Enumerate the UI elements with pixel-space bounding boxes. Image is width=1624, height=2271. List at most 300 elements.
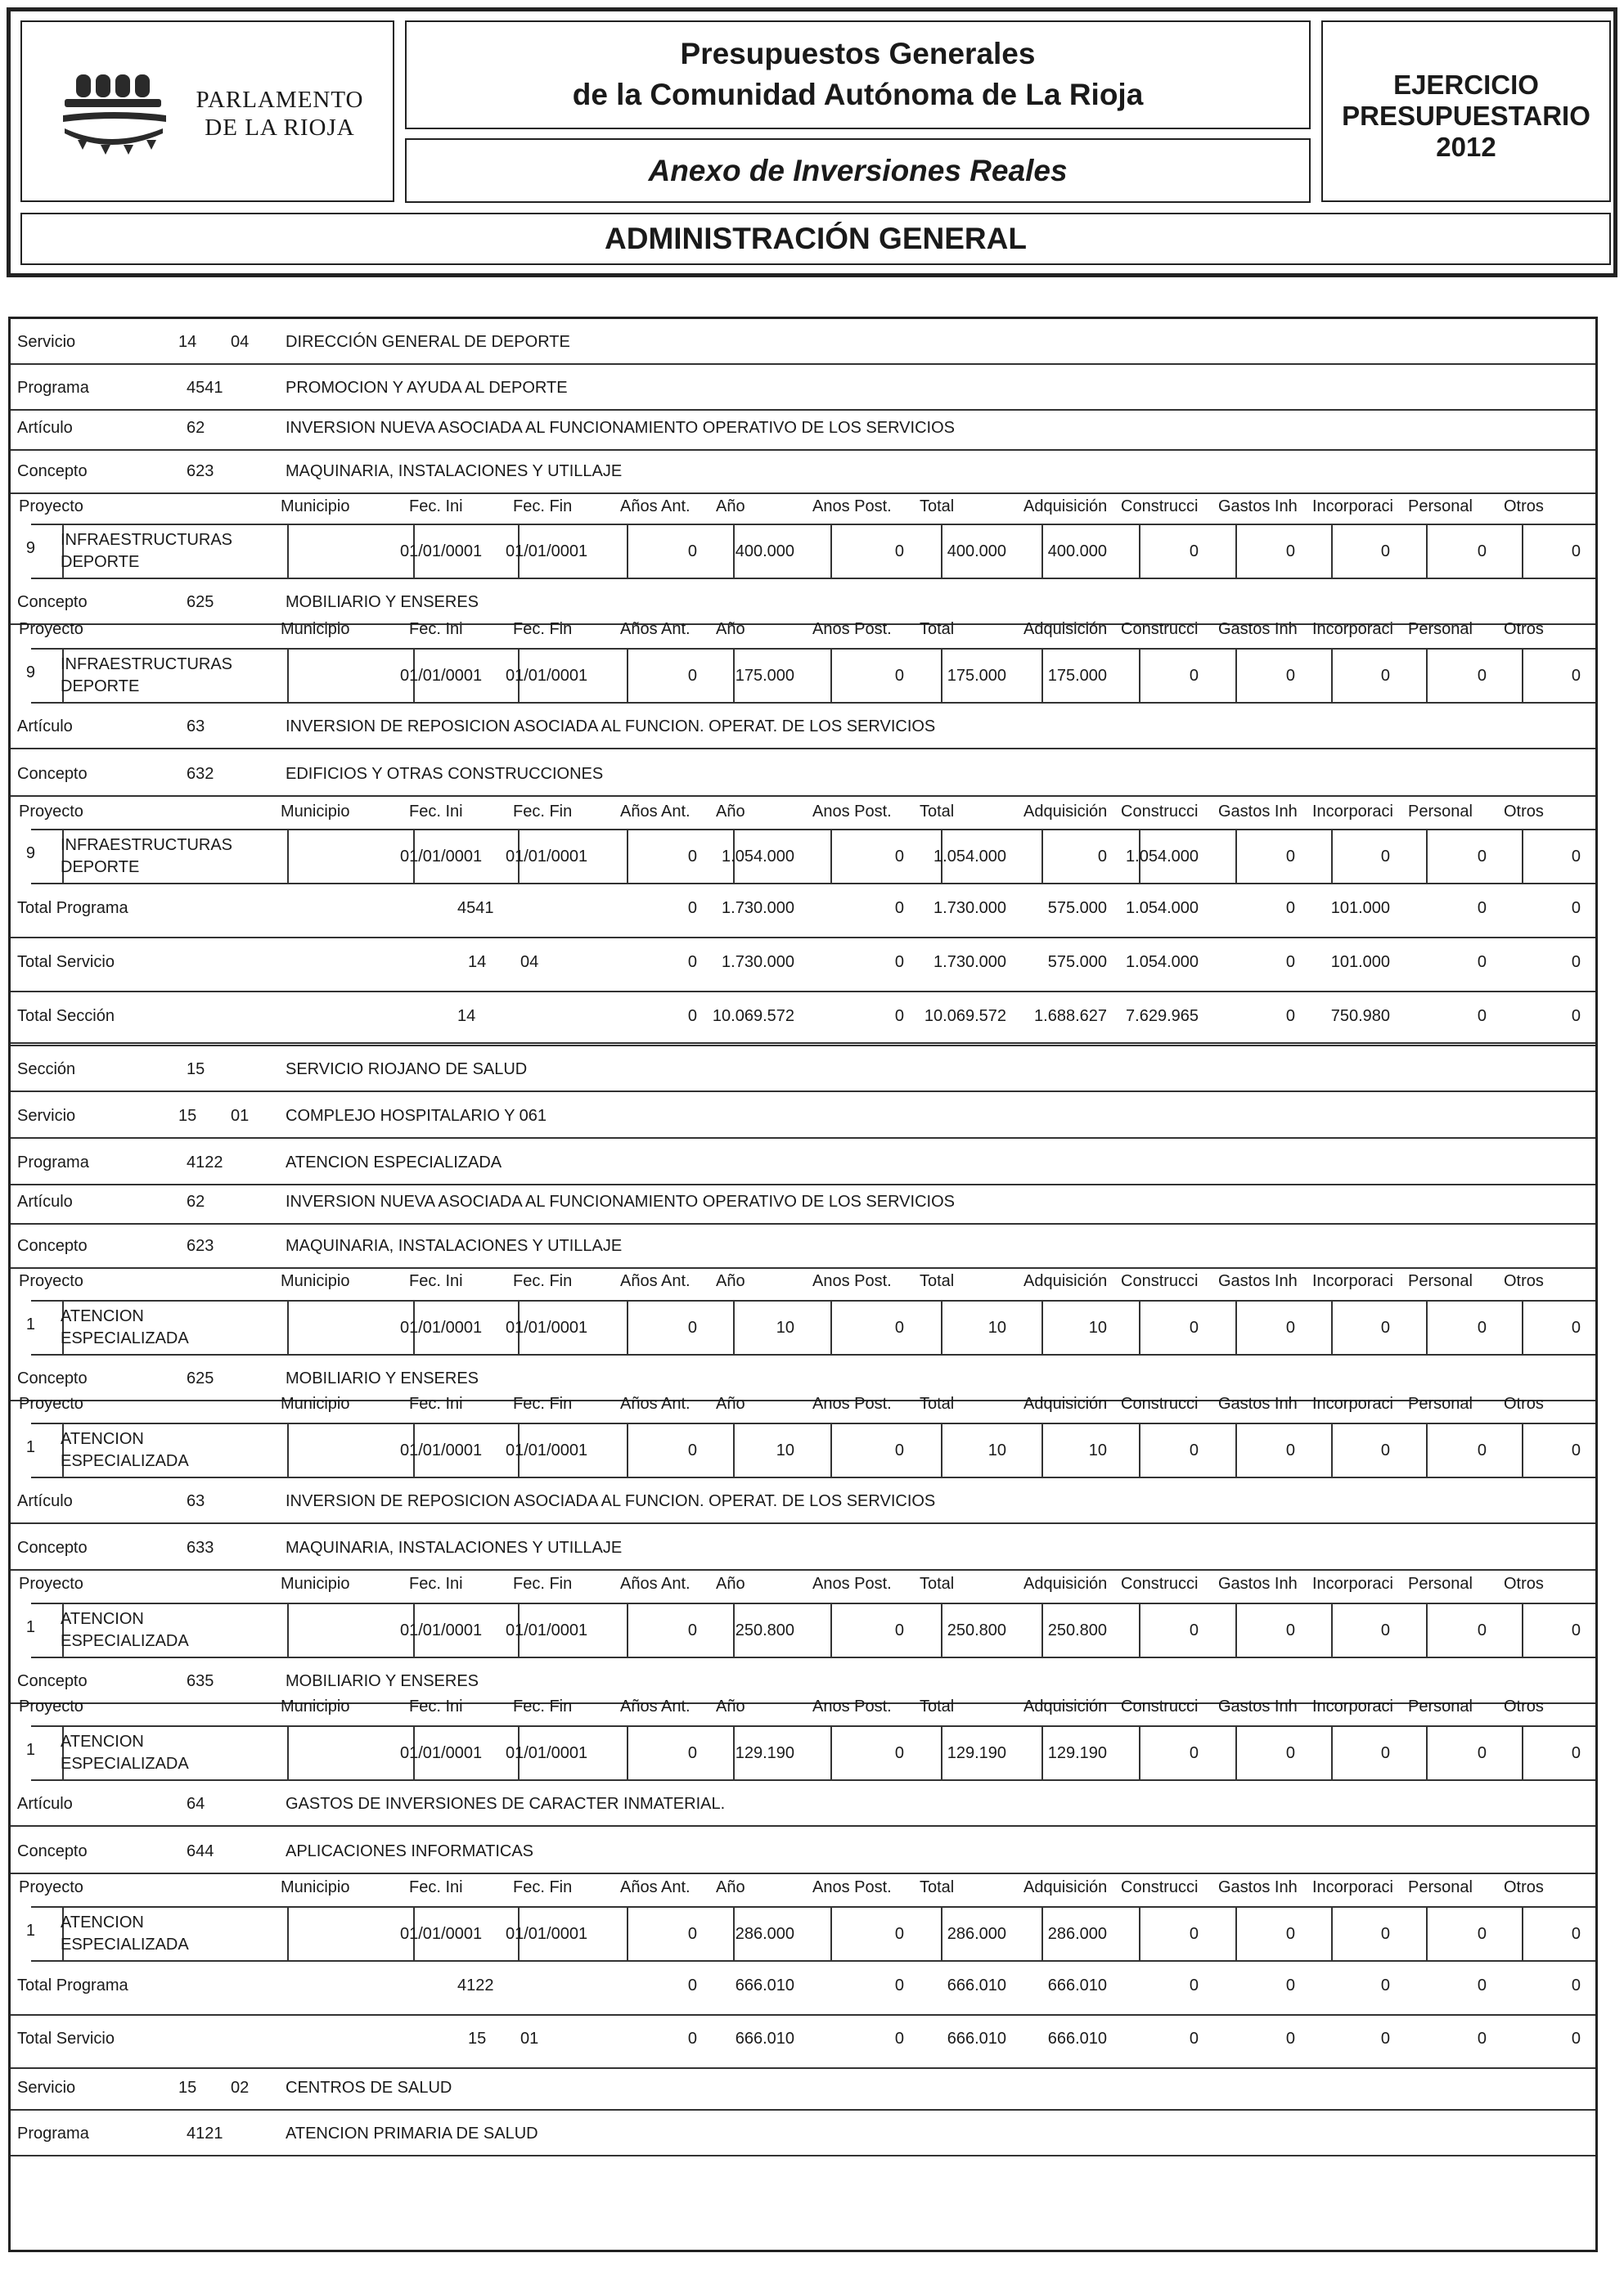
row-total-programa: [11, 1962, 1595, 2016]
total-value: 1.730.000: [933, 899, 1006, 917]
cell-divider: [627, 1302, 628, 1354]
project-value-incorporaci: 0: [1380, 848, 1390, 866]
column-header: Municipio: [281, 1698, 350, 1716]
budget-title-line1: Presupuestos Generales: [680, 37, 1036, 70]
project-cells: [31, 1300, 1598, 1356]
cell-divider: [733, 1424, 735, 1477]
total-value: 666.010: [735, 2030, 794, 2048]
row-concepto: [11, 1525, 1595, 1571]
column-header: Fec. Fin: [513, 1575, 573, 1593]
column-header: Proyecto: [19, 1698, 83, 1716]
row-description: MOBILIARIO Y ENSERES: [286, 593, 479, 611]
column-header: Gastos Inh: [1218, 620, 1298, 638]
cell-divider: [941, 1908, 942, 1960]
project-value-aosant: 0: [687, 848, 697, 866]
project-row: [11, 524, 1595, 579]
project-value-gastosinh: 0: [1285, 1925, 1295, 1943]
cell-divider: [941, 1424, 942, 1477]
column-header: Año: [716, 1878, 745, 1896]
project-value-construcci: 0: [1189, 1744, 1199, 1762]
column-header: Adquisición: [1023, 1698, 1108, 1716]
column-header: Incorporaci: [1312, 1395, 1393, 1413]
total-value: 0: [1285, 1976, 1295, 1994]
project-value-otros: 0: [1571, 1319, 1581, 1337]
column-header-row: [11, 1869, 1595, 1906]
total-value: 0: [894, 1007, 904, 1025]
row-description: MOBILIARIO Y ENSERES: [286, 1672, 479, 1690]
cell-divider: [1139, 1727, 1140, 1779]
parliament-logo-box: [20, 20, 394, 202]
project-value-personal: 0: [1477, 542, 1487, 560]
column-header: Construcci: [1121, 620, 1199, 638]
section-title-box: [20, 213, 1611, 265]
column-header: Incorporaci: [1312, 497, 1393, 515]
column-header: Incorporaci: [1312, 1575, 1393, 1593]
cell-divider: [830, 650, 832, 702]
column-header: Adquisición: [1023, 803, 1108, 821]
row-code: 635: [187, 1672, 214, 1690]
cell-divider: [1522, 525, 1523, 578]
project-start-date: 01/01/0001: [400, 667, 483, 685]
project-value-construcci: 0: [1189, 1621, 1199, 1639]
project-end-date: 01/01/0001: [506, 667, 588, 685]
column-header: Año: [716, 1395, 745, 1413]
project-value-incorporaci: 0: [1380, 542, 1390, 560]
project-name: ATENCION ESPECIALIZADA: [61, 1733, 189, 1773]
total-value: 575.000: [1047, 899, 1107, 917]
project-row: [11, 829, 1595, 884]
project-value-ao: 175.000: [735, 667, 794, 685]
cell-divider: [941, 1727, 942, 1779]
row-code: 632: [187, 765, 214, 783]
row-code: 15: [178, 2079, 197, 2097]
column-header: Adquisición: [1023, 1272, 1108, 1290]
row-label: Servicio: [17, 1107, 76, 1125]
cell-divider: [941, 1604, 942, 1657]
cell-divider: [1331, 1727, 1333, 1779]
row-description: INVERSION DE REPOSICION ASOCIADA AL FUNCION. OPERAT. DE LOS SERVICIOS: [286, 717, 936, 735]
project-name: ATENCION ESPECIALIZADA: [61, 1430, 189, 1470]
cell-divider: [1426, 1727, 1428, 1779]
project-value-gastosinh: 0: [1285, 1441, 1295, 1459]
project-value-aosant: 0: [687, 667, 697, 685]
parliament-name-line1: PARLAMENTO: [196, 87, 364, 113]
cell-divider: [627, 1424, 628, 1477]
row-concepto: [11, 1828, 1595, 1874]
row-description: ATENCION ESPECIALIZADA: [286, 1153, 502, 1171]
project-value-incorporaci: 0: [1380, 1744, 1390, 1762]
row-label: Artículo: [17, 1193, 73, 1211]
project-name: ATENCION ESPECIALIZADA: [61, 1610, 189, 1650]
row-description: INVERSION DE REPOSICION ASOCIADA AL FUNCION. OPERAT. DE LOS SERVICIOS: [286, 1492, 936, 1510]
cell-divider: [1041, 650, 1043, 702]
total-label: Total Servicio: [17, 2030, 115, 2048]
total-code: 14: [468, 953, 487, 971]
row-articulo: [11, 704, 1595, 749]
cell-divider: [1331, 1908, 1333, 1960]
project-value-personal: 0: [1477, 1319, 1487, 1337]
row-code: 14: [178, 333, 197, 351]
row-label: Servicio: [17, 2079, 76, 2097]
row-label: Sección: [17, 1060, 76, 1078]
total-value: 666.010: [735, 1976, 794, 1994]
row-description: MAQUINARIA, INSTALACIONES Y UTILLAJE: [286, 462, 623, 480]
project-number: 1: [25, 1438, 35, 1456]
project-name: ATENCION ESPECIALIZADA: [61, 1307, 189, 1347]
project-value-anospost: 0: [894, 1621, 904, 1639]
project-value-aosant: 0: [687, 542, 697, 560]
project-value-ao: 400.000: [735, 542, 794, 560]
row-code: 623: [187, 462, 214, 480]
column-header: Otros: [1504, 620, 1544, 638]
total-code: 14: [457, 1007, 476, 1025]
cell-divider: [830, 830, 832, 883]
total-value: 0: [1477, 899, 1487, 917]
column-header: Adquisición: [1023, 620, 1108, 638]
row-code: 4121: [187, 2125, 223, 2143]
project-end-date: 01/01/0001: [506, 1621, 588, 1639]
row-code: 633: [187, 1539, 214, 1557]
project-value-otros: 0: [1571, 848, 1581, 866]
column-header: Anos Post.: [812, 1575, 892, 1593]
row-code: 625: [187, 1369, 214, 1387]
cell-divider: [1041, 525, 1043, 578]
column-header: Anos Post.: [812, 620, 892, 638]
project-value-aosant: 0: [687, 1925, 697, 1943]
column-header: Fec. Fin: [513, 1878, 573, 1896]
cell-divider: [1139, 525, 1140, 578]
cell-divider: [733, 525, 735, 578]
column-header: Gastos Inh: [1218, 497, 1298, 515]
project-value-total: 10: [987, 1441, 1006, 1459]
column-header: Incorporaci: [1312, 803, 1393, 821]
row-description: MOBILIARIO Y ENSERES: [286, 1369, 479, 1387]
row-description: MAQUINARIA, INSTALACIONES Y UTILLAJE: [286, 1237, 623, 1255]
row-concepto: [11, 751, 1595, 797]
total-value: 666.010: [947, 2030, 1006, 2048]
row-label: Concepto: [17, 1842, 88, 1860]
column-header: Proyecto: [19, 620, 83, 638]
cell-divider: [941, 1302, 942, 1354]
cell-divider: [627, 1604, 628, 1657]
total-value: 0: [1571, 1007, 1581, 1025]
total-value: 0: [1477, 1976, 1487, 1994]
total-value: 0: [1571, 899, 1581, 917]
budget-title-box: [405, 20, 1311, 129]
project-value-gastosinh: 0: [1285, 542, 1295, 560]
cell-divider: [1331, 1424, 1333, 1477]
column-header: Otros: [1504, 497, 1544, 515]
cell-divider: [830, 1424, 832, 1477]
project-value-total: 1.054.000: [933, 848, 1006, 866]
column-header: Años Ant.: [620, 1575, 691, 1593]
project-value-adquisicin: 286.000: [1047, 1925, 1107, 1943]
cell-divider: [1426, 1302, 1428, 1354]
column-header: Construcci: [1121, 1395, 1199, 1413]
column-header: Proyecto: [19, 1395, 83, 1413]
column-header: Gastos Inh: [1218, 1698, 1298, 1716]
total-code: 4541: [457, 899, 494, 917]
cell-divider: [941, 525, 942, 578]
project-value-otros: 0: [1571, 1744, 1581, 1762]
row-description: DIRECCIÓN GENERAL DE DEPORTE: [286, 333, 570, 351]
column-header: Personal: [1408, 620, 1473, 638]
annex-title-box: [405, 138, 1311, 203]
column-header: Municipio: [281, 620, 350, 638]
total-label: Total Servicio: [17, 953, 115, 971]
total-value: 1.730.000: [722, 953, 794, 971]
column-header: Año: [716, 1272, 745, 1290]
cell-divider: [1522, 1604, 1523, 1657]
project-name: INFRAESTRUCTURAS DEPORTE: [61, 655, 233, 695]
row-description: COMPLEJO HOSPITALARIO Y 061: [286, 1107, 547, 1125]
project-value-adquisicin: 400.000: [1047, 542, 1107, 560]
column-header: Construcci: [1121, 1698, 1199, 1716]
column-header: Otros: [1504, 1698, 1544, 1716]
cell-divider: [1426, 525, 1428, 578]
column-header: Otros: [1504, 803, 1544, 821]
column-header: Gastos Inh: [1218, 1272, 1298, 1290]
column-header: Personal: [1408, 1395, 1473, 1413]
project-start-date: 01/01/0001: [400, 1441, 483, 1459]
column-header: Incorporaci: [1312, 620, 1393, 638]
column-header: Total: [920, 1395, 955, 1413]
column-header: Anos Post.: [812, 1878, 892, 1896]
column-header: Personal: [1408, 1575, 1473, 1593]
cell-divider: [1041, 1424, 1043, 1477]
cell-divider: [1426, 1604, 1428, 1657]
total-value: 0: [1285, 2030, 1295, 2048]
project-value-gastosinh: 0: [1285, 848, 1295, 866]
column-header: Otros: [1504, 1395, 1544, 1413]
row-total-programa: [11, 884, 1595, 938]
cell-divider: [830, 1302, 832, 1354]
column-header: Fec. Fin: [513, 1272, 573, 1290]
total-value: 0: [1571, 953, 1581, 971]
column-header-row: [11, 793, 1595, 830]
total-value: 1.054.000: [1126, 899, 1199, 917]
project-value-incorporaci: 0: [1380, 1441, 1390, 1459]
project-value-otros: 0: [1571, 1925, 1581, 1943]
column-header: Fec. Ini: [409, 1272, 463, 1290]
cell-divider: [1235, 1727, 1237, 1779]
row-code2: 01: [231, 1107, 250, 1125]
project-value-otros: 0: [1571, 542, 1581, 560]
project-value-adquisicin: 10: [1088, 1319, 1107, 1337]
column-header-row: [11, 1262, 1595, 1300]
row-label: Programa: [17, 379, 89, 397]
column-header: Anos Post.: [812, 1698, 892, 1716]
cell-divider: [1235, 1302, 1237, 1354]
cell-divider: [1139, 650, 1140, 702]
column-header: Años Ant.: [620, 803, 691, 821]
row-articulo: [11, 405, 1595, 451]
project-value-adquisicin: 0: [1097, 848, 1107, 866]
project-value-gastosinh: 0: [1285, 1744, 1295, 1762]
row-description: INVERSION NUEVA ASOCIADA AL FUNCIONAMIENTO OPERATIVO DE LOS SERVICIOS: [286, 1193, 955, 1211]
column-header-row: [11, 1385, 1595, 1423]
project-cells: [31, 1603, 1598, 1658]
row-label: Programa: [17, 1153, 89, 1171]
row-programa: [11, 365, 1595, 411]
column-header: Gastos Inh: [1218, 803, 1298, 821]
column-header: Gastos Inh: [1218, 1575, 1298, 1593]
column-header: Año: [716, 1575, 745, 1593]
row-label: Concepto: [17, 765, 88, 783]
row-code: 4541: [187, 379, 223, 397]
project-value-total: 10: [987, 1319, 1006, 1337]
total-value: 1.054.000: [1126, 953, 1199, 971]
total-value: 0: [894, 2030, 904, 2048]
column-header: Gastos Inh: [1218, 1395, 1298, 1413]
project-value-incorporaci: 0: [1380, 1319, 1390, 1337]
row-code: 4122: [187, 1153, 223, 1171]
row-code: 623: [187, 1237, 214, 1255]
cell-divider: [1331, 830, 1333, 883]
total-value: 666.010: [1047, 1976, 1107, 1994]
project-value-construcci: 0: [1189, 1441, 1199, 1459]
row-label: Artículo: [17, 1795, 73, 1813]
column-header: Incorporaci: [1312, 1272, 1393, 1290]
cell-divider: [1331, 525, 1333, 578]
column-header: Fec. Ini: [409, 803, 463, 821]
total-value: 10.069.572: [924, 1007, 1006, 1025]
total-value: 0: [1189, 2030, 1199, 2048]
project-row: [11, 1423, 1595, 1478]
cell-divider: [287, 830, 289, 883]
project-value-ao: 10: [776, 1441, 794, 1459]
project-start-date: 01/01/0001: [400, 1319, 483, 1337]
project-value-ao: 250.800: [735, 1621, 794, 1639]
project-row: [11, 648, 1595, 704]
column-header: Personal: [1408, 1878, 1473, 1896]
row-articulo: [11, 1179, 1595, 1225]
column-header: Construcci: [1121, 1575, 1199, 1593]
cell-divider: [733, 1908, 735, 1960]
project-cells: [31, 1906, 1598, 1962]
project-name: ATENCION ESPECIALIZADA: [61, 1913, 189, 1954]
project-value-ao: 129.190: [735, 1744, 794, 1762]
project-value-anospost: 0: [894, 542, 904, 560]
cell-divider: [1235, 525, 1237, 578]
total-value: 0: [687, 1007, 697, 1025]
cell-divider: [1041, 1302, 1043, 1354]
row-label: Concepto: [17, 593, 88, 611]
row-total-servicio: [11, 938, 1595, 992]
total-value: 101.000: [1330, 953, 1390, 971]
fiscal-year-line1: EJERCICIO: [1393, 70, 1539, 100]
project-value-otros: 0: [1571, 1441, 1581, 1459]
section-title: ADMINISTRACIÓN GENERAL: [605, 222, 1027, 255]
row-code: 63: [187, 1492, 205, 1510]
parliament-name: [186, 86, 374, 142]
row-code2: 02: [231, 2079, 250, 2097]
column-header: Proyecto: [19, 803, 83, 821]
project-value-otros: 0: [1571, 1621, 1581, 1639]
project-number: 9: [25, 844, 35, 862]
column-header: Gastos Inh: [1218, 1878, 1298, 1896]
parliament-emblem-icon: [61, 68, 176, 166]
row-description: SERVICIO RIOJANO DE SALUD: [286, 1060, 528, 1078]
project-end-date: 01/01/0001: [506, 1744, 588, 1762]
column-header: Años Ant.: [620, 1395, 691, 1413]
total-label: Total Programa: [17, 1976, 128, 1994]
project-value-personal: 0: [1477, 1441, 1487, 1459]
column-header: Personal: [1408, 1272, 1473, 1290]
total-value: 0: [1571, 2030, 1581, 2048]
row-code: 64: [187, 1795, 205, 1813]
column-header-row: [11, 610, 1595, 648]
row-servicio: [11, 2065, 1595, 2111]
budget-title-line2: de la Comunidad Autónoma de La Rioja: [572, 78, 1144, 111]
total-value: 0: [687, 2030, 697, 2048]
cell-divider: [627, 1908, 628, 1960]
row-code: 63: [187, 717, 205, 735]
total-value: 1.730.000: [722, 899, 794, 917]
project-value-ao: 286.000: [735, 1925, 794, 1943]
cell-divider: [1426, 1908, 1428, 1960]
column-header: Años Ant.: [620, 1878, 691, 1896]
row-label: Concepto: [17, 1539, 88, 1557]
total-value: 0: [1477, 953, 1487, 971]
project-value-total: 400.000: [947, 542, 1006, 560]
project-value-total: 250.800: [947, 1621, 1006, 1639]
project-value-anospost: 0: [894, 667, 904, 685]
total-value: 0: [894, 899, 904, 917]
project-row: [11, 1300, 1595, 1356]
total-value: 0: [1380, 1976, 1390, 1994]
cell-divider: [830, 1727, 832, 1779]
cell-divider: [1522, 1727, 1523, 1779]
cell-divider: [627, 830, 628, 883]
row-servicio: [11, 319, 1595, 365]
project-value-ao: 1.054.000: [722, 848, 794, 866]
column-header: Otros: [1504, 1272, 1544, 1290]
cell-divider: [1235, 1604, 1237, 1657]
column-header: Total: [920, 1575, 955, 1593]
total-value: 666.010: [1047, 2030, 1107, 2048]
total-value: 1.730.000: [933, 953, 1006, 971]
project-value-personal: 0: [1477, 1925, 1487, 1943]
project-cells: [31, 829, 1598, 884]
column-header-row: [11, 1688, 1595, 1725]
cell-divider: [287, 1302, 289, 1354]
project-value-anospost: 0: [894, 1319, 904, 1337]
project-value-adquisicin: 129.190: [1047, 1744, 1107, 1762]
column-header: Fec. Ini: [409, 620, 463, 638]
row-label: Concepto: [17, 1237, 88, 1255]
project-value-total: 129.190: [947, 1744, 1006, 1762]
fiscal-year-box: [1321, 20, 1611, 202]
row-label: Concepto: [17, 1672, 88, 1690]
cell-divider: [1041, 830, 1043, 883]
column-header: Anos Post.: [812, 1272, 892, 1290]
cell-divider: [1041, 1604, 1043, 1657]
project-end-date: 01/01/0001: [506, 848, 588, 866]
column-header: Incorporaci: [1312, 1878, 1393, 1896]
project-value-aosant: 0: [687, 1744, 697, 1762]
row-label: Concepto: [17, 1369, 88, 1387]
cell-divider: [1235, 1908, 1237, 1960]
column-header: Personal: [1408, 1698, 1473, 1716]
project-start-date: 01/01/0001: [400, 542, 483, 560]
column-header: Año: [716, 620, 745, 638]
project-value-adquisicin: 10: [1088, 1441, 1107, 1459]
cell-divider: [287, 1908, 289, 1960]
row-code: 625: [187, 593, 214, 611]
cell-divider: [627, 650, 628, 702]
cell-divider: [627, 525, 628, 578]
